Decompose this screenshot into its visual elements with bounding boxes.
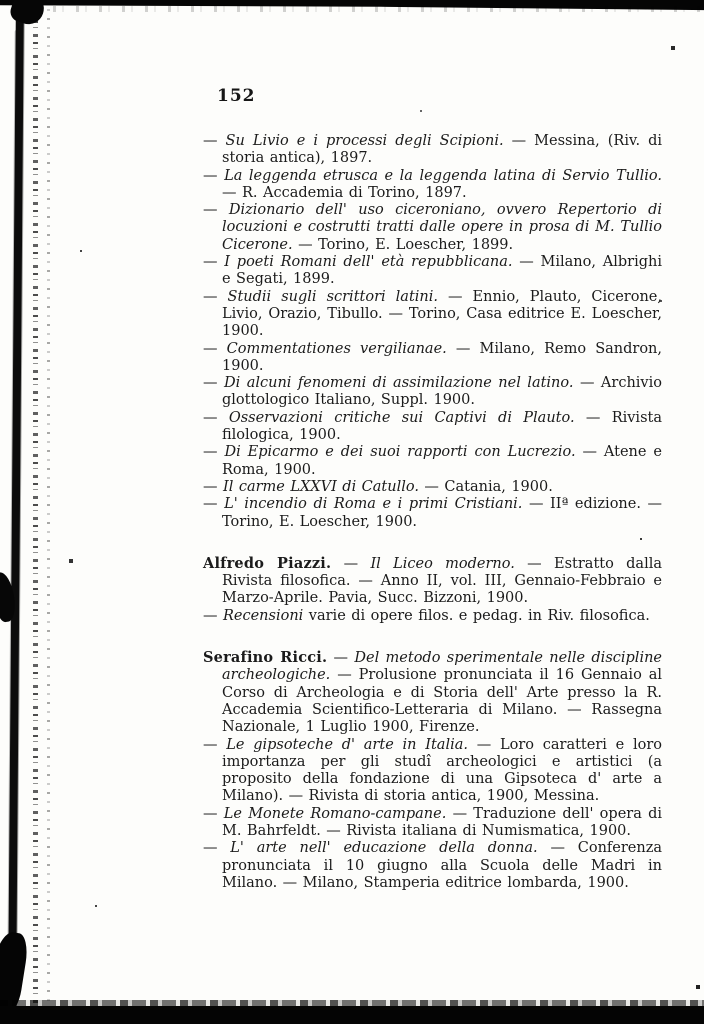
entry-segment-roman: —: [327, 650, 355, 667]
binding-speckle-column-light: [47, 0, 50, 1024]
bibliography-entry: [203, 341, 662, 376]
page-number: 152: [217, 86, 256, 106]
entry-segment-roman: — Ennio, Plauto, Cicerone, Livio, Orazio, Tibullo. — Torino, Casa editrice E. Loescher, 1900.: [222, 288, 662, 340]
bibliography-entry: [203, 840, 662, 892]
bibliography-entry: [203, 254, 662, 289]
bibliography-author-entry: [203, 649, 662, 736]
scan-dust-specks: [0, 0, 2, 2]
entry-segment-roman: —: [331, 555, 371, 572]
entry-segment-roman: — Torino, E. Loescher, 1899.: [292, 236, 514, 253]
entry-segment-roman: — Archivio glottologico Italiano, Suppl. 1900.: [222, 375, 662, 409]
entry-segment-roman: —: [203, 375, 224, 392]
entry-segment-roman: —: [203, 607, 223, 624]
entry-segment-italic: Le gipsoteche d' arte in Italia.: [226, 736, 468, 753]
ink-blot-top-left: [8, 0, 48, 28]
scan-edge-top: [0, 0, 704, 11]
bibliography-entry: [203, 289, 662, 341]
entry-segment-bold: Alfredo Piazzi.: [203, 554, 332, 572]
entry-segment-roman: —: [203, 288, 228, 305]
bibliography-entry: [203, 168, 662, 203]
entry-segment-roman: —: [203, 478, 223, 495]
entry-segment-roman: —: [203, 805, 224, 822]
entry-segment-roman: —: [203, 133, 226, 149]
entry-segment-italic: L' incendio di Roma e i primi Cristiani.: [224, 496, 523, 513]
entry-segment-italic: La leggenda etrusca e la leggenda latina di Servio Tullio.: [224, 167, 662, 184]
entry-segment-italic: Le Monete Romano-campane.: [223, 805, 447, 822]
bibliography-entry: [203, 202, 662, 254]
entry-segment-italic: Il carme LXXVI di Catullo.: [222, 478, 419, 495]
entry-segment-italic: Di alcuni fenomeni di assimilazione nel latino.: [223, 375, 574, 392]
entry-segment-roman: — Atene e Roma, 1900.: [222, 444, 662, 478]
entry-segment-roman: —: [203, 167, 225, 184]
bibliography-entry: [203, 444, 662, 479]
entry-segment-roman: varie di opere filos. e pedag. in Riv. filosofica.: [303, 607, 650, 624]
entry-segment-italic: Dizionario dell' uso ciceroniano, ovvero Repertorio di locuzioni e costrutti tratti dalle opere in prosa di M. Tullio Cicerone.: [222, 202, 662, 253]
entry-segment-roman: — R. Accademia di Torino, 1897.: [222, 184, 467, 201]
scan-edge-top-noise: [30, 6, 704, 12]
entry-segment-roman: — Traduzione dell' opera di M. Bahrfeldt. — Rivista italiana di Numismatica, 1900.: [222, 805, 663, 839]
entry-segment-italic: Su Livio e i processi degli Scipioni.: [225, 133, 504, 149]
entry-segment-roman: —: [203, 496, 225, 513]
entry-segment-roman: — Rivista filologica, 1900.: [222, 409, 662, 444]
entry-segment-roman: — Messina, (Riv. di storia antica), 1897.: [222, 133, 663, 167]
entry-segment-italic: Studii sugli scrittori latini.: [227, 288, 438, 305]
bibliography-entry: [203, 496, 662, 531]
entry-segment-roman: —: [203, 840, 231, 857]
entry-segment-roman: — Catania, 1900.: [418, 478, 553, 495]
entry-segment-italic: Di Epicarmo e dei suoi rapporti con Lucrezio.: [224, 444, 576, 461]
entry-segment-roman: — Estratto dalla Rivista filosofica. — Anno II, vol. III, Gennaio-Febbraio e Marzo-Aprile. Pavia, Succ. Bizzoni, 1900.: [222, 555, 662, 607]
bibliography-entry: [203, 133, 662, 168]
entry-segment-roman: — Milano, Albrighi e Segati, 1899.: [222, 254, 662, 288]
entry-segment-roman: —: [203, 409, 229, 426]
entry-segment-italic: L' arte nell' educazione della donna.: [230, 840, 538, 857]
bibliography-entry: [203, 479, 662, 496]
ink-blot-bottom-left: [0, 930, 30, 1014]
entry-segment-italic: Del metodo sperimentale nelle discipline archeologiche.: [222, 650, 662, 684]
entry-segment-italic: Recensioni: [222, 607, 304, 624]
scan-edge-bottom-noise: [0, 1000, 704, 1006]
entry-segment-italic: Commentationes vergilianae.: [226, 340, 447, 357]
entry-segment-roman: —: [203, 254, 225, 271]
entry-segment-italic: I poeti Romani dell' età repubblicana.: [224, 254, 513, 271]
binding-speckle-column: [33, 0, 38, 1024]
entry-segment-italic: Il Liceo moderno.: [370, 555, 515, 572]
entry-segment-roman: —: [203, 444, 225, 461]
entry-segment-roman: — Loro caratteri e loro importanza per gli studî archeologici e artistici (a proposito della fondazione di una Gipsoteca d' arte a Milano). — Rivista di storia antica, 1900, Messina.: [222, 736, 662, 805]
entry-segment-roman: — Milano, Remo Sandron, 1900.: [222, 340, 663, 374]
entry-segment-roman: —: [203, 202, 229, 219]
entry-segment-italic: Osservazioni critiche sui Captivi di Plauto.: [228, 409, 575, 426]
bibliography-entry: [203, 410, 662, 445]
bibliography-entry: [203, 737, 662, 806]
entry-segment-roman: — Prolusione pronunciata il 16 Gennaio al Corso di Archeologia e di Storia dell' Arte presso la R. Accademia Scientifico-Letteraria di Milano. — Rassegna Nazionale, 1 Luglio 1900, Firenze.: [222, 667, 662, 736]
bibliography-author-entry: [203, 555, 662, 608]
ink-blot-mid-left: [0, 571, 18, 624]
entry-segment-roman: —: [203, 736, 227, 753]
entry-segment-bold: Serafino Ricci.: [203, 649, 328, 667]
bibliography-entry: [203, 608, 662, 625]
entry-segment-roman: —: [203, 340, 227, 357]
entry-segment-roman: — IIª edizione. — Torino, E. Loescher, 1900.: [222, 496, 663, 530]
bibliography-list: [203, 133, 662, 892]
binding-gutter-bar: [8, 0, 24, 1024]
entry-segment-roman: — Conferenza pronunciata il 10 giugno alla Scuola delle Madri in Milano. — Milano, Stamperia editrice lombarda, 1900.: [222, 840, 662, 891]
scan-edge-bottom: [0, 1006, 704, 1024]
bibliography-entry: [203, 375, 662, 410]
bibliography-entry: [203, 806, 662, 841]
